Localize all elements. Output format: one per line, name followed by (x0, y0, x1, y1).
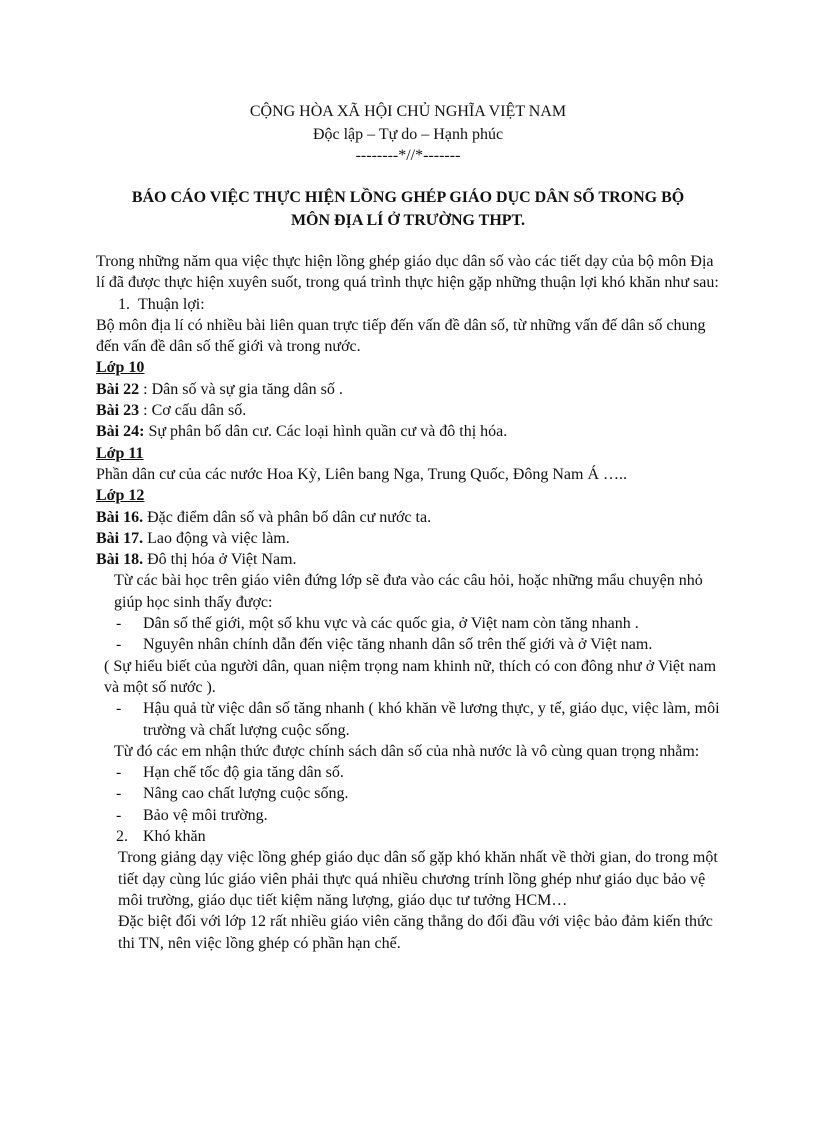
lesson-item: Bài 17. Lao động và việc làm. (96, 529, 290, 547)
section-label: Thuận lợi: (138, 295, 205, 313)
national-motto: Độc lập – Tự do – Hạnh phúc (312, 126, 504, 143)
grade11-heading: Lớp 11 (96, 444, 144, 462)
lesson-item: Bài 23 : Cơ cấu dân số. (96, 402, 247, 420)
causes-note: ( Sự hiểu biết của người dân, quan niệm trọng nam khinh nữ, thích có con đông như ở Việt nam và một số nước ). (104, 657, 717, 696)
policy-intro: Từ đó các em nhận thức được chính sách dân số của nhà nước là vô cùng quan trọng nhằm: (114, 742, 700, 760)
list-item: - Bảo vệ môi trường. (96, 805, 726, 826)
bullet-dash: - (116, 806, 122, 824)
difficulties-paragraph-2: Đặc biệt đối với lớp 12 rất nhiều giáo viên căng thẳng do đối đầu với việc bảo đảm kiến thức thi TN, nên việc lồng ghép có phần hạn chế. (118, 913, 713, 952)
section-difficulties-heading (96, 826, 726, 847)
questions-intro: Từ các bài học trên giáo viên đứng lớp sẽ đưa vào các câu hỏi, hoặc những mẩu chuyện nhỏ giúp học sinh thấy được: (114, 572, 703, 611)
report-title-line2: MÔN ĐỊA LÍ Ở TRƯỜNG THPT. (290, 212, 526, 229)
section-label: Khó khăn (143, 828, 206, 846)
header-separator: --------*//*------- (355, 147, 461, 164)
section-advantages-heading (96, 294, 726, 315)
intro-paragraph: Trong những năm qua việc thực hiện lồng ghép giáo dục dân số vào các tiết dạy của bộ môn Địa lí đã được thực hiện xuyên suốt, trong quá trình thực hiện gặp những thuận lợi khó khăn như sau: (96, 253, 719, 292)
list-item: - Dân số thế giới, một số khu vực và các quốc gia, ở Việt nam còn tăng nhanh . (96, 613, 726, 634)
lesson-item: Bài 18. Đô thị hóa ở Việt Nam. (96, 551, 297, 569)
grade12-heading: Lớp 12 (96, 487, 145, 505)
advantages-paragraph: Bộ môn địa lí có nhiều bài liên quan trực tiếp đến vấn đề dân số, từ những vấn đế dân số chung đến vấn đề dân số thế giới và trong nước. (96, 316, 706, 356)
bullet-dash: - (116, 636, 122, 654)
national-title: CỘNG HÒA XÃ HỘI CHỦ NGHĨA VIỆT NAM (249, 103, 567, 120)
bullet-dash: - (116, 615, 122, 633)
bullet-dash: - (116, 764, 122, 782)
grade10-heading: Lớp 10 (96, 359, 145, 377)
bullet-dash: - (116, 785, 122, 803)
report-body (96, 251, 726, 954)
difficulties-paragraph: Trong giảng dạy việc lồng ghép giáo dục dân số gặp khó khăn nhất về thời gian, do trong một tiết dạy cùng lúc giáo viên phải thực quá nhiều chương trính lồng ghép như giáo dục bảo vệ môi trường, giáo dục tiết kiệm năng lượng, giáo dục tư tưởng HCM… (118, 849, 718, 909)
lesson-item: Bài 22 : Dân số và sự gia tăng dân số . (96, 380, 343, 398)
list-item: - Hạn chế tốc độ gia tăng dân số. (96, 762, 726, 783)
list-item: - Hậu quả từ việc dân số tăng nhanh ( khó khăn về lương thực, y tế, giáo dục, việc làm, môi trường và chất lượng cuộc sống. (96, 698, 726, 741)
section-number: 2. (116, 828, 128, 846)
lesson-item: Bài 16. Đặc điểm dân số và phân bố dân cư nước ta. (96, 508, 432, 526)
section-number: 1. (118, 295, 130, 313)
lesson-item: Bài 24: Sự phân bố dân cư. Các loại hình quần cư và đô thị hóa. (96, 423, 508, 441)
bullet-dash: - (116, 700, 122, 718)
list-item: - Nâng cao chất lượng cuộc sống. (96, 783, 726, 804)
list-item: - Nguyên nhân chính dẫn đến việc tăng nhanh dân số trên thế giới và ở Việt nam. (96, 634, 726, 655)
grade11-text: Phần dân cư của các nước Hoa Kỳ, Liên bang Nga, Trung Quốc, Đông Nam Á ….. (96, 465, 628, 483)
report-title-line1: BÁO CÁO VIỆC THỰC HIỆN LỒNG GHÉP GIÁO DỤC DÂN SỐ TRONG BỘ (131, 189, 685, 206)
